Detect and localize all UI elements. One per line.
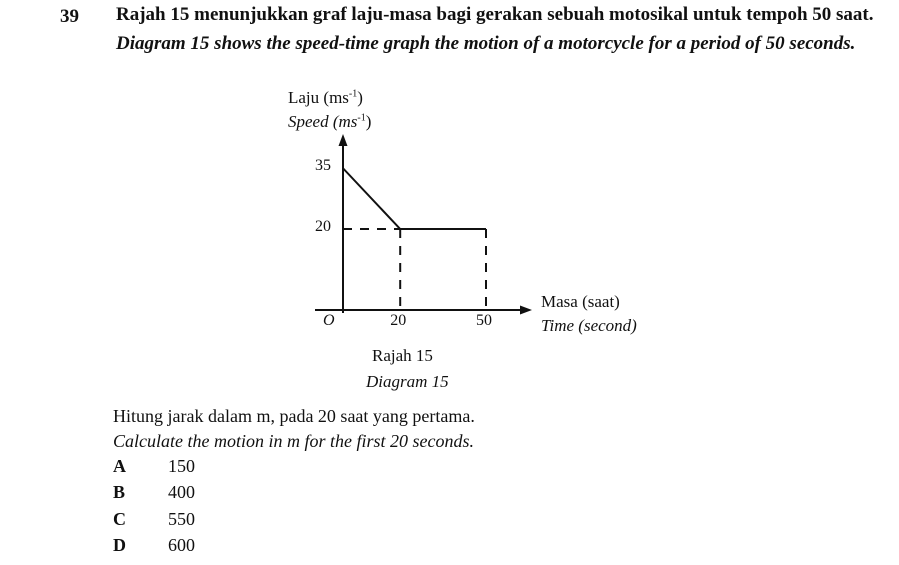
y-axis-label-en: Speed $(ms^{-1})$ [288, 112, 372, 131]
speed-line [343, 168, 486, 229]
question-text-en: Diagram 15 shows the speed-time graph the motion of a motorcycle for a period of 50 seconds. [116, 33, 856, 54]
question-text-bm: Rajah 15 menunjukkan graf laju-masa bagi gerakan sebuah motosikal untuk tempoh 50 saat. [116, 4, 874, 25]
x-tick-label: 20 [390, 312, 407, 329]
option-value-a: 150 [168, 456, 195, 476]
question-number: 39 [60, 6, 79, 27]
y-tick-label: 20 [315, 218, 331, 235]
option-letter-c: C [113, 509, 126, 529]
guide-lines [343, 229, 486, 310]
option-value-c: 550 [168, 509, 195, 529]
diagram-caption-en: Diagram 15 [366, 372, 449, 391]
y-axis-arrow [339, 134, 348, 146]
option-letter-d: D [113, 535, 126, 555]
prompt-en: Calculate the motion in m for the first 20 seconds. [113, 431, 474, 451]
prompt-bm: Hitung jarak dalam m, pada 20 saat yang pertama. [113, 406, 475, 426]
y-axis-label-bm: Laju $(ms^{-1})$ [288, 88, 363, 107]
option-letter-b: B [113, 482, 126, 502]
option-value-d: 600 [168, 535, 195, 555]
x-tick-label: 50 [476, 312, 492, 329]
y-tick-label: 35 [315, 157, 331, 175]
diagram-caption-bm: Rajah 15 [372, 346, 433, 365]
x-axis-arrow [520, 306, 532, 315]
origin-label: O [323, 312, 335, 329]
x-axis-label-en: Time (second) [541, 316, 637, 335]
x-axis-label-bm: Masa (saat) [541, 292, 620, 311]
option-value-b: 400 [168, 482, 195, 502]
option-letter-a: A [113, 456, 126, 476]
